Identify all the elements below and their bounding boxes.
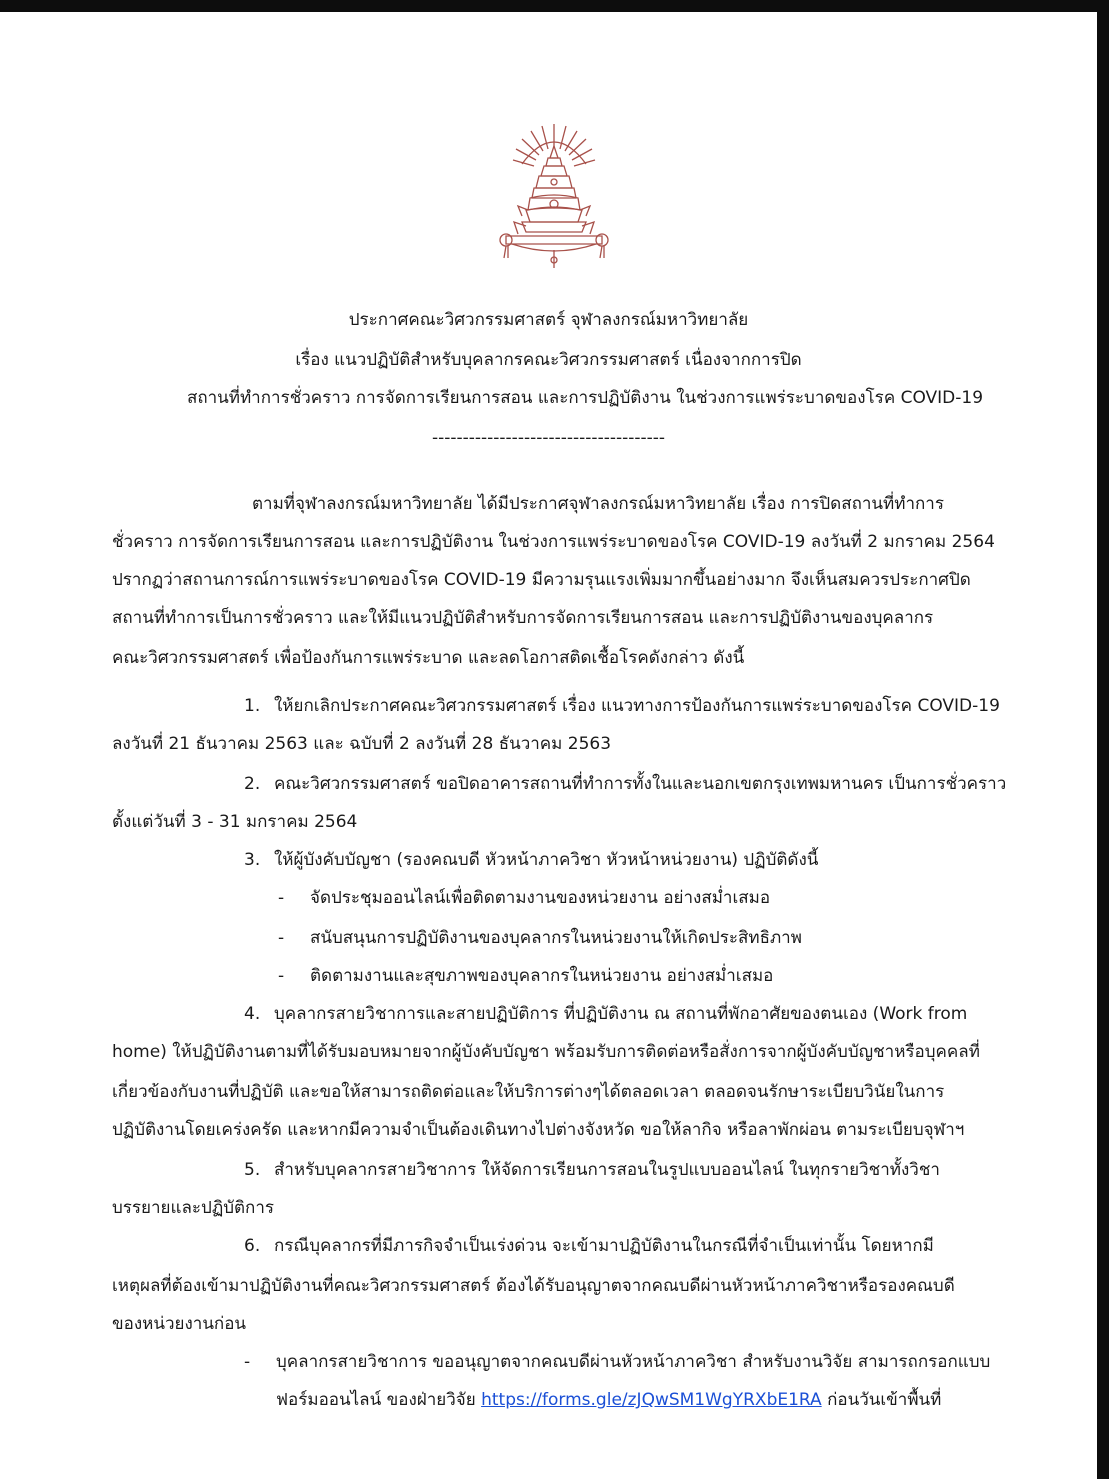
item-6-line-1: กรณีบุคลากรที่มีภารกิจจำเป็นเร่งด่วน จะเข้ามาปฏิบัติงานในกรณีที่จำเป็นเท่านั้น โดยหากมี [274, 1236, 934, 1256]
intro-line-4: สถานที่ทำการเป็นการชั่วคราว และให้มีแนวปฏิบัติสำหรับการจัดการเรียนการสอน และการปฏิบัติงานของบุคลากร [112, 608, 934, 628]
window-right-edge [1097, 0, 1109, 1479]
item-4-line-3: เกี่ยวข้องกับงานที่ปฏิบัติ และขอให้สามารถติดต่อและให้บริการต่างๆได้ตลอดเวลา ตลอดจนรักษาระเบียบวินัยในการ [112, 1082, 945, 1102]
item-number-1: 1. [244, 696, 261, 716]
intro-line-3: ปรากฏว่าสถานการณ์การแพร่ระบาดของโรค COVID-19 มีความรุนแรงเพิ่มมากขึ้นอย่างมาก จึงเห็นสมควรประกาศปิด [112, 570, 971, 590]
item-1-line-1: ให้ยกเลิกประกาศคณะวิศวกรรมศาสตร์ เรื่อง แนวทางการป้องกันการแพร่ระบาดของโรค COVID-19 [274, 696, 1000, 716]
item-number-6: 6. [244, 1236, 261, 1256]
item-number-3: 3. [244, 850, 261, 870]
item-1-line-2: ลงวันที่ 21 ธันวาคม 2563 และ ฉบับที่ 2 ลงวันที่ 28 ธันวาคม 2563 [112, 734, 612, 754]
item-6-bullet-text-after-link: ก่อนวันเข้าพื้นที่ [821, 1390, 942, 1410]
separator-line: -------------------------------------- [431, 428, 666, 448]
announcement-subject-cont: สถานที่ทำการชั่วคราว การจัดการเรียนการสอน และการปฏิบัติงาน ในช่วงการแพร่ระบาดของโรค COVID-19 [186, 388, 984, 408]
item-2-line-2: ตั้งแต่วันที่ 3 - 31 มกราคม 2564 [112, 812, 358, 832]
item-5-line-1: สำหรับบุคลากรสายวิชาการ ให้จัดการเรียนการสอนในรูปแบบออนไลน์ ในทุกรายวิชาทั้งวิชา [274, 1160, 940, 1180]
bullet-dash: - [278, 888, 285, 908]
item-6-line-3: ของหน่วยงานก่อน [112, 1314, 247, 1334]
item-4-line-1: บุคลากรสายวิชาการและสายปฏิบัติการ ที่ปฏิบัติงาน ณ สถานที่พักอาศัยของตนเอง (Work from [274, 1004, 968, 1024]
bullet-dash: - [244, 1352, 251, 1372]
item-3-line-1: ให้ผู้บังคับบัญชา (รองคณบดี หัวหน้าภาควิชา หัวหน้าหน่วยงาน) ปฏิบัติดังนี้ [274, 850, 819, 870]
item-3-bullet-1: จัดประชุมออนไลน์เพื่อติดตามงานของหน่วยงาน อย่างสม่ำเสมอ [310, 888, 771, 908]
intro-line-2: ชั่วคราว การจัดการเรียนการสอน และการปฏิบัติงาน ในช่วงการแพร่ระบาดของโรค COVID-19 ลงวันที่ 2 มกราคม 2564 [112, 532, 995, 552]
document-page [0, 12, 1097, 1479]
item-6-bullet-1-line-1: บุคลากรสายวิชาการ ขออนุญาตจากคณบดีผ่านหัวหน้าภาควิชา สำหรับงานวิจัย สามารถกรอกแบบ [276, 1352, 991, 1372]
item-number-2: 2. [244, 774, 261, 794]
announcement-title: ประกาศคณะวิศวกรรมศาสตร์ จุฬาลงกรณ์มหาวิทยาลัย [348, 310, 749, 330]
item-number-5: 5. [244, 1160, 261, 1180]
item-4-line-2: home) ให้ปฏิบัติงานตามที่ได้รับมอบหมายจากผู้บังคับบัญชา พร้อมรับการติดต่อหรือสั่งการจากผู้บังคับบัญชาหรือบุคคลที่ [112, 1042, 980, 1062]
window-top-edge [0, 0, 1109, 12]
item-3-bullet-2: สนับสนุนการปฏิบัติงานของบุคลากรในหน่วยงานให้เกิดประสิทธิภาพ [310, 928, 802, 948]
bullet-dash: - [278, 928, 285, 948]
item-4-line-4: ปฏิบัติงานโดยเคร่งครัด และหากมีความจำเป็นต้องเดินทางไปต่างจังหวัด ขอให้ลากิจ หรือลาพักผ่อน ตามระเบียบจุฬาฯ [112, 1120, 965, 1140]
item-number-4: 4. [244, 1004, 261, 1024]
bullet-dash: - [278, 966, 285, 986]
research-form-link[interactable]: https://forms.gle/zJQwSM1WgYRXbE1RA [481, 1390, 822, 1410]
announcement-subject: เรื่อง แนวปฏิบัติสำหรับบุคลากรคณะวิศวกรรมศาสตร์ เนื่องจากการปิด [295, 350, 802, 370]
intro-line-5: คณะวิศวกรรมศาสตร์ เพื่อป้องกันการแพร่ระบาด และลดโอกาสติดเชื้อโรคดังกล่าว ดังนี้ [112, 648, 745, 668]
item-6-bullet-text-before-link: ฟอร์มออนไลน์ ของฝ่ายวิจัย [276, 1390, 482, 1410]
item-3-bullet-3: ติดตามงานและสุขภาพของบุคลากรในหน่วยงาน อย่างสม่ำเสมอ [310, 966, 774, 986]
item-5-line-2: บรรยายและปฏิบัติการ [112, 1198, 275, 1218]
item-6-line-2: เหตุผลที่ต้องเข้ามาปฏิบัติงานที่คณะวิศวกรรมศาสตร์ ต้องได้รับอนุญาตจากคณบดีผ่านหัวหน้าภาควิชาหรือรองคณบดี [112, 1276, 955, 1296]
intro-line-1: ตามที่จุฬาลงกรณ์มหาวิทยาลัย ได้มีประกาศจุฬาลงกรณ์มหาวิทยาลัย เรื่อง การปิดสถานที่ทำการ [252, 494, 944, 514]
item-6-bullet-1-line-2 [276, 1388, 941, 1412]
item-2-line-1: คณะวิศวกรรมศาสตร์ ขอปิดอาคารสถานที่ทำการทั้งในและนอกเขตกรุงเทพมหานคร เป็นการชั่วคราว [274, 774, 1007, 794]
chulalongkorn-seal-icon [492, 118, 616, 274]
